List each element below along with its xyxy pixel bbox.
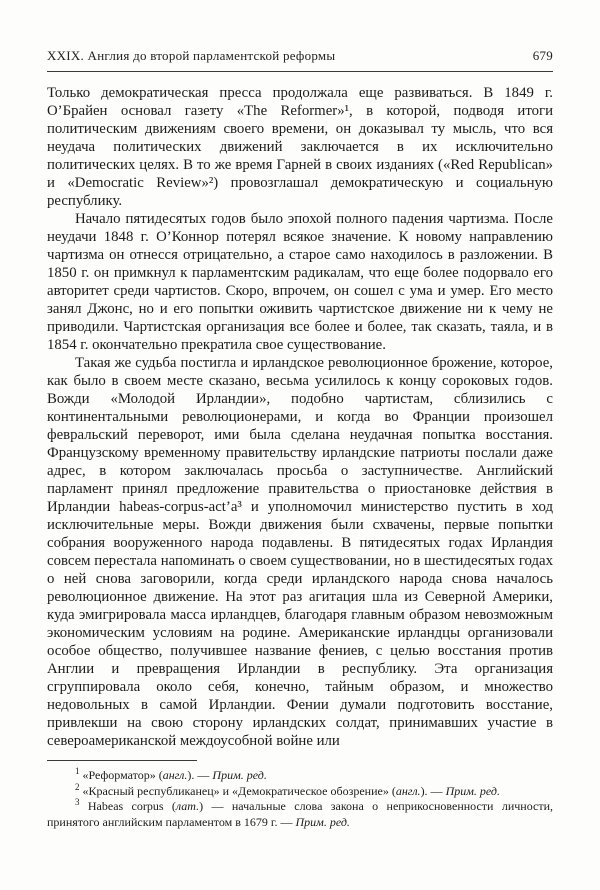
- footnote-text-run: Прим. ред.: [295, 814, 350, 829]
- footnote-marker: 3: [75, 797, 80, 807]
- footnote-text-run: лат.: [175, 799, 200, 813]
- header-rule: [47, 71, 553, 72]
- page-number: 679: [532, 48, 553, 63]
- footnote: [47, 768, 553, 784]
- footnote: [47, 799, 553, 830]
- footnote-marker: 1: [75, 766, 80, 776]
- footnote-text-run: Прим. ред.: [212, 768, 267, 782]
- footnote-text-run: Прим. ред.: [445, 783, 500, 798]
- footnote-text-run: «Красный республиканец» и «Демократическое обозрение» (: [82, 783, 396, 798]
- running-header: [47, 48, 553, 64]
- footnote-rule: [47, 760, 197, 761]
- body-text: [47, 84, 553, 750]
- footnote-text-run: англ.: [162, 768, 188, 782]
- footnote-text-run: ). —: [420, 783, 446, 798]
- footnotes: [47, 768, 553, 830]
- paragraph: Такая же судьба постигла и ирландское революционное брожение, которое, как было в своем месте сказано, весьма усилилось к концу сороковых годов. Вожди «Молодой Ирландии», подобно чартистам, сблизились с континентальными революционерами, и когда во Франции произошел февральский переворот, ими была сделана неудачная попытка восстания. Французскому временному правительству ирландские патриоты послали даже адрес, в котором заключалась просьба о заступничестве. Английский парламент принял предложение правительства о приостановке действия в Ирландии habeas-corpus-act’а³ и уполномочил министерство пустить в ход исключительные меры. Вожди движения были схвачены, первые попытки собрания вооруженного народа подавлены. В пятидесятых годах Ирландия совсем перестала напоминать о своем существовании, но в шестидесятых годах о ней снова заговорили, когда среди ирландского народа снова началось революционное движение. На этот раз агитация шла из Северной Америки, куда эмигрировала масса ирландцев, благодаря главным образом невозможным экономическим условиям на родине. Американские ирландцы организовали особое общество, получившее название фениев, с целью восстания против Англии и превращения Ирландии в республику. Эта организация сгруппировала около себя, конечно, тайным образом, и множество недовольных в самой Ирландии. Фении думали подготовить восстание, привлекши на свою сторону ирландских солдат, принимавших участие в североамериканской междоусобной войне или: [47, 355, 553, 749]
- footnote: [47, 781, 553, 800]
- chapter-title: XXIX. Англия до второй парламентской реформы: [47, 48, 336, 63]
- footnote-text-run: ) — начальные слова закона о неприкосновенности личности, принятого английским парламентом в 1679 г. —: [47, 799, 553, 829]
- footnote-text-run: ). —: [187, 768, 213, 782]
- footnote-text-run: «Реформатор» (: [82, 768, 163, 782]
- footnote-marker: 2: [75, 781, 80, 792]
- paragraph: Начало пятидесятых годов было эпохой полного падения чартизма. После неудачи 1848 г. О’Коннор потерял всякое значение. К новому направлению чартизма он отнесся отрицательно, а старое само находилось в разложении. В 1850 г. он примкнул к парламентским радикалам, что еще более подорвало его авторитет среди чартистов. Скоро, впрочем, он сошел с ума и умер. Его место занял Джонс, но и его попытки оживить чартистское движение ни к чему не приводили. Чартистская организация все более и более, так сказать, таяла, и в 1854 г. окончательно прекратила свое существование.: [47, 211, 553, 353]
- paragraph: Только демократическая пресса продолжала еще развиваться. В 1849 г. О’Брайен основал газету «The Reformer»¹, в которой, подводя итоги политическим движениям своего времени, он доказывал ту мысль, что вся неудача политических движений заключается в их исключительно политических целях. В то же время Гарней в своих изданиях («Red Republican» и «Democratic Review»²) провозглашал демократическую и социальную республику.: [47, 85, 553, 209]
- footnote-text-run: Habeas corpus (: [87, 799, 176, 813]
- footnote-text-run: англ.: [395, 783, 421, 798]
